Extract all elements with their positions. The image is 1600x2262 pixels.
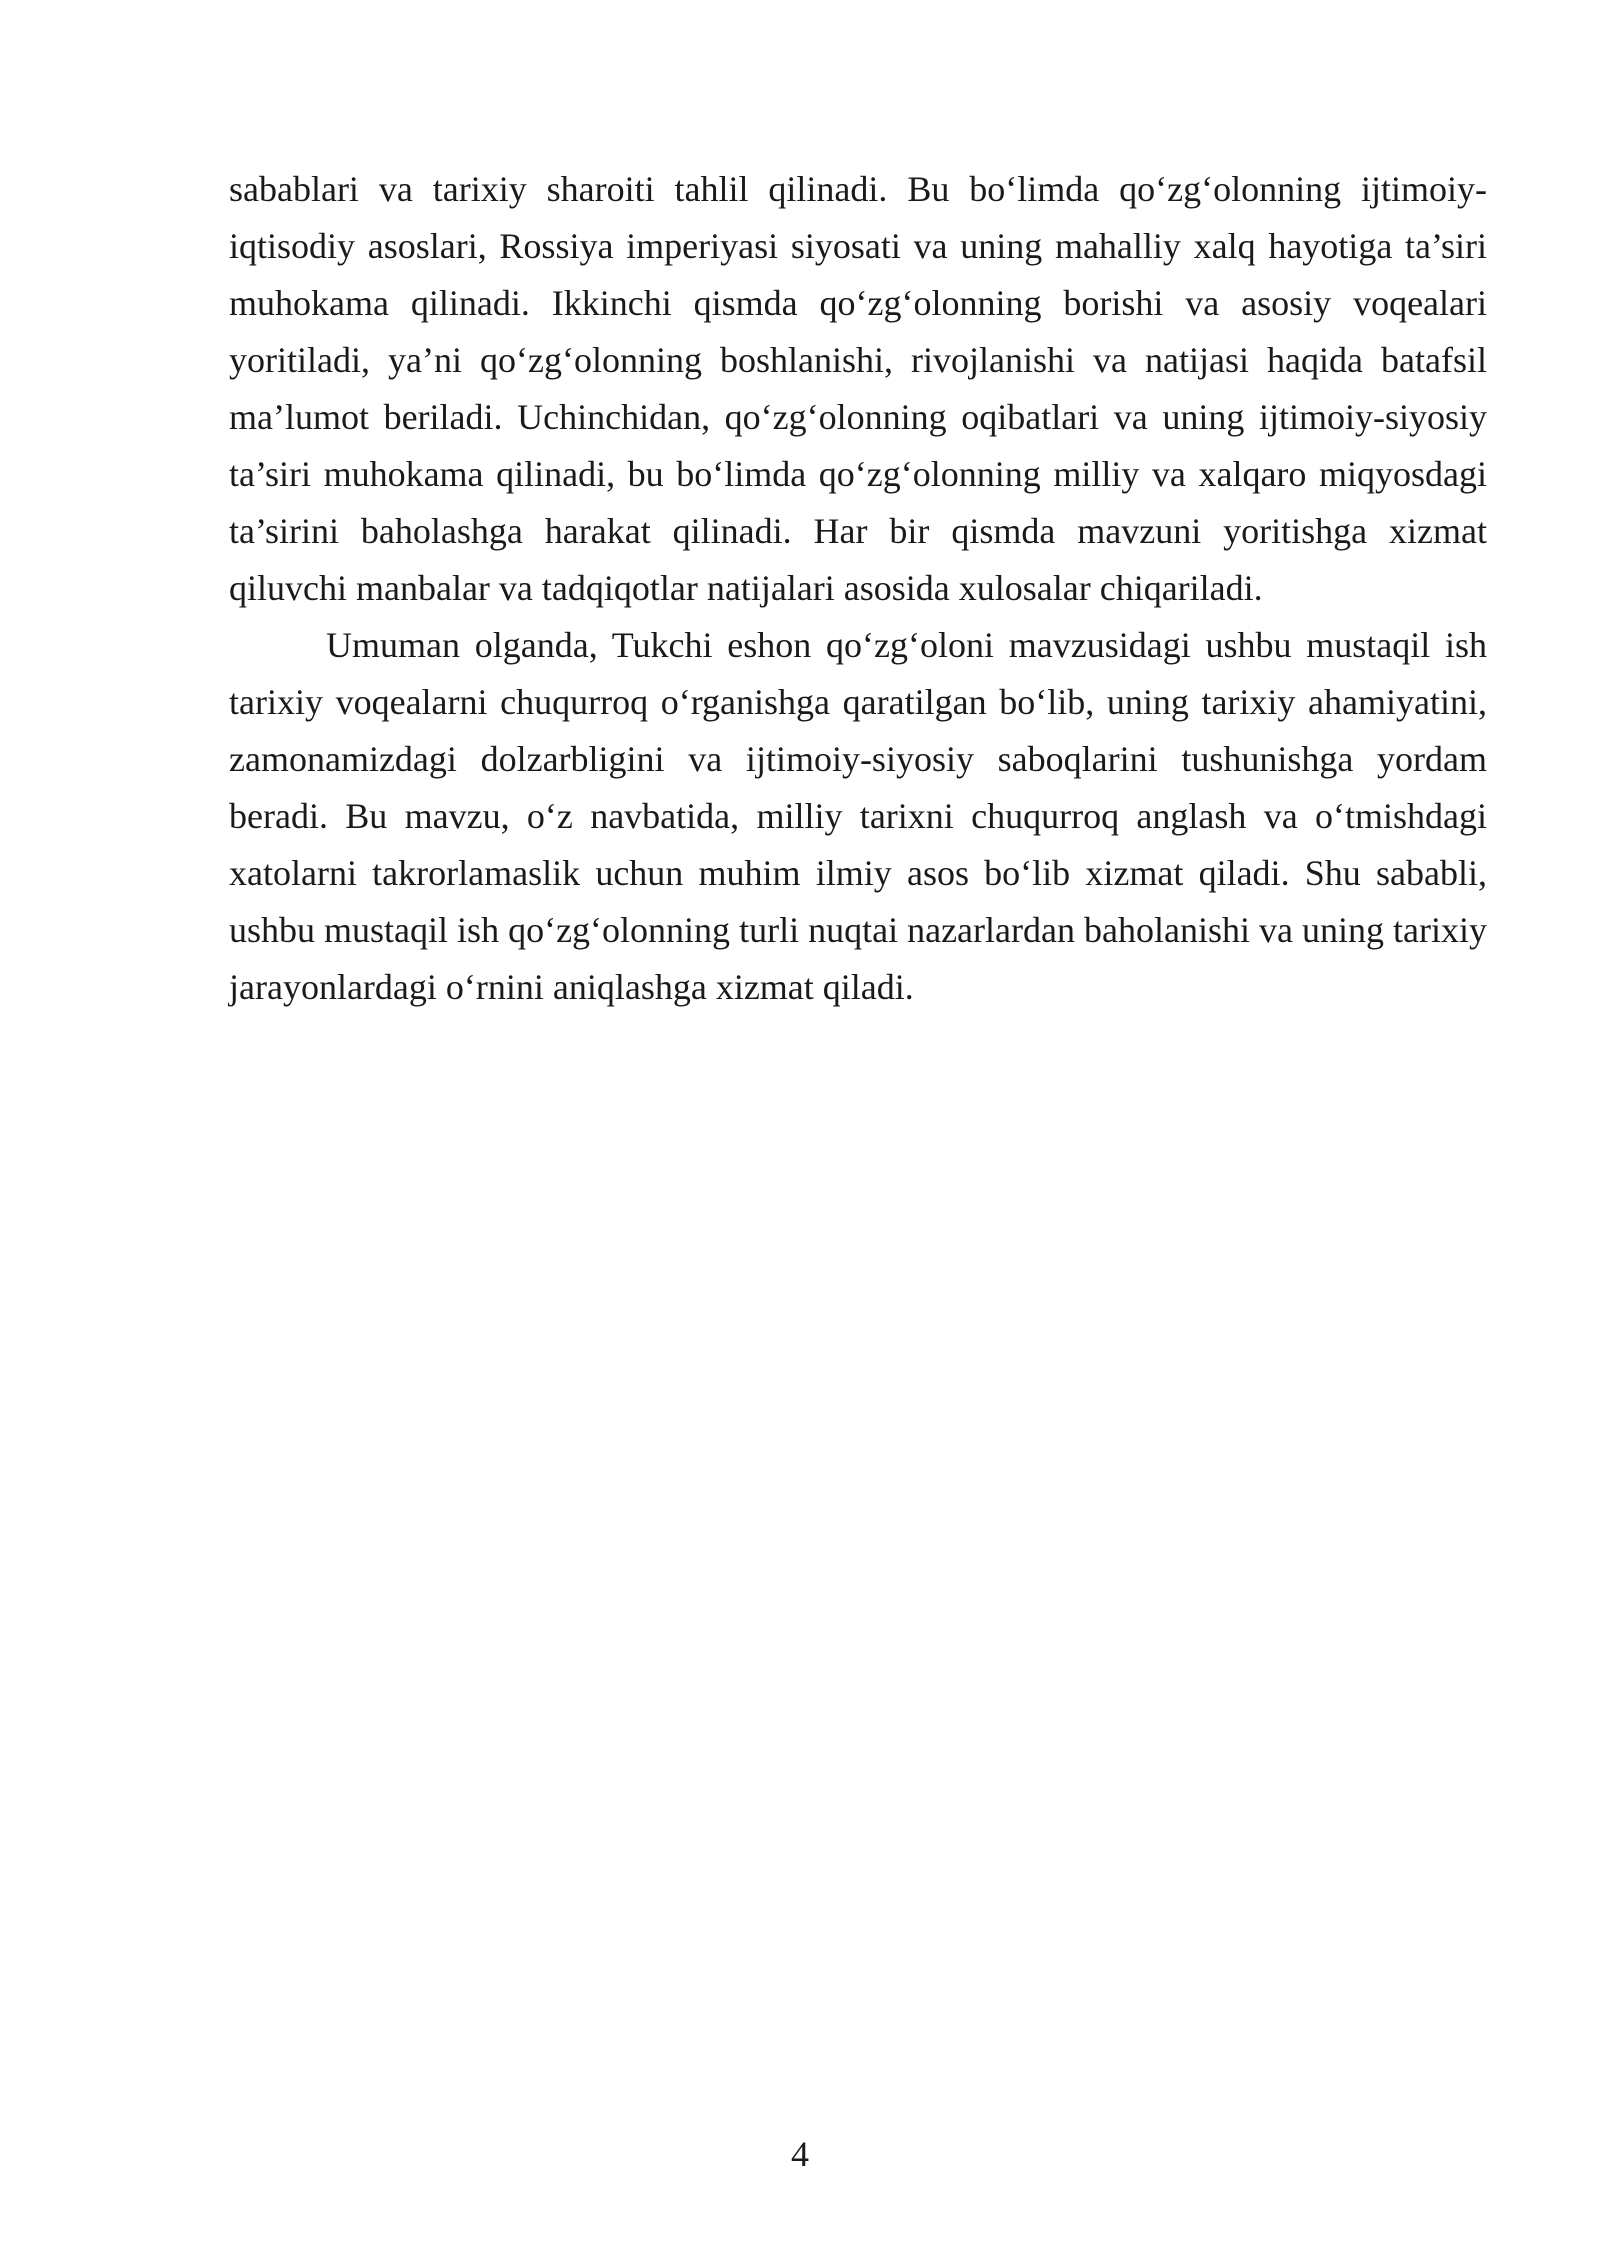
paragraph-continuation: sabablari va tarixiy sharoiti tahlil qilinadi. Bu bo‘limda qo‘zg‘olonning ijtimoiy-iqtisodiy asoslari, Rossiya imperiyasi siyosati va uning mahalliy xalq hayotiga ta’siri muhokama qilinadi. Ikkinchi qismda qo‘zg‘olonning borishi va asosiy voqealari yoritiladi, ya’ni qo‘zg‘olonning boshlanishi, rivojlanishi va natijasi haqida batafsil ma’lumot beriladi. Uchinchidan, qo‘zg‘olonning oqibatlari va uning ijtimoiy-siyosiy ta’siri muhokama qilinadi, bu bo‘limda qo‘zg‘olonning milliy va xalqaro miqyosdagi ta’sirini baholashga harakat qilinadi. Har bir qismda mavzuni yoritishga xizmat qiluvchi manbalar va tadqiqotlar natijalari asosida xulosalar chiqariladi. (229, 169, 1487, 608)
body-text (229, 161, 1487, 1016)
page-number: 4 (791, 2134, 809, 2174)
paragraph-summary: Umuman olganda, Tukchi eshon qo‘zg‘oloni mavzusidagi ushbu mustaqil ish tarixiy voqealarni chuqurroq o‘rganishga qaratilgan bo‘lib, uning tarixiy ahamiyatini, zamonamizdagi dolzarbligini va ijtimoiy-siyosiy saboqlarini tushunishga yordam beradi. Bu mavzu, o‘z navbatida, milliy tarixni chuqurroq anglash va o‘tmishdagi xatolarni takrorlamaslik uchun muhim ilmiy asos bo‘lib xizmat qiladi. Shu sababli, ushbu mustaqil ish qo‘zg‘olonning turli nuqtai nazarlardan baholanishi va uning tarixiy jarayonlardagi o‘rnini aniqlashga xizmat qiladi. (229, 625, 1487, 1007)
